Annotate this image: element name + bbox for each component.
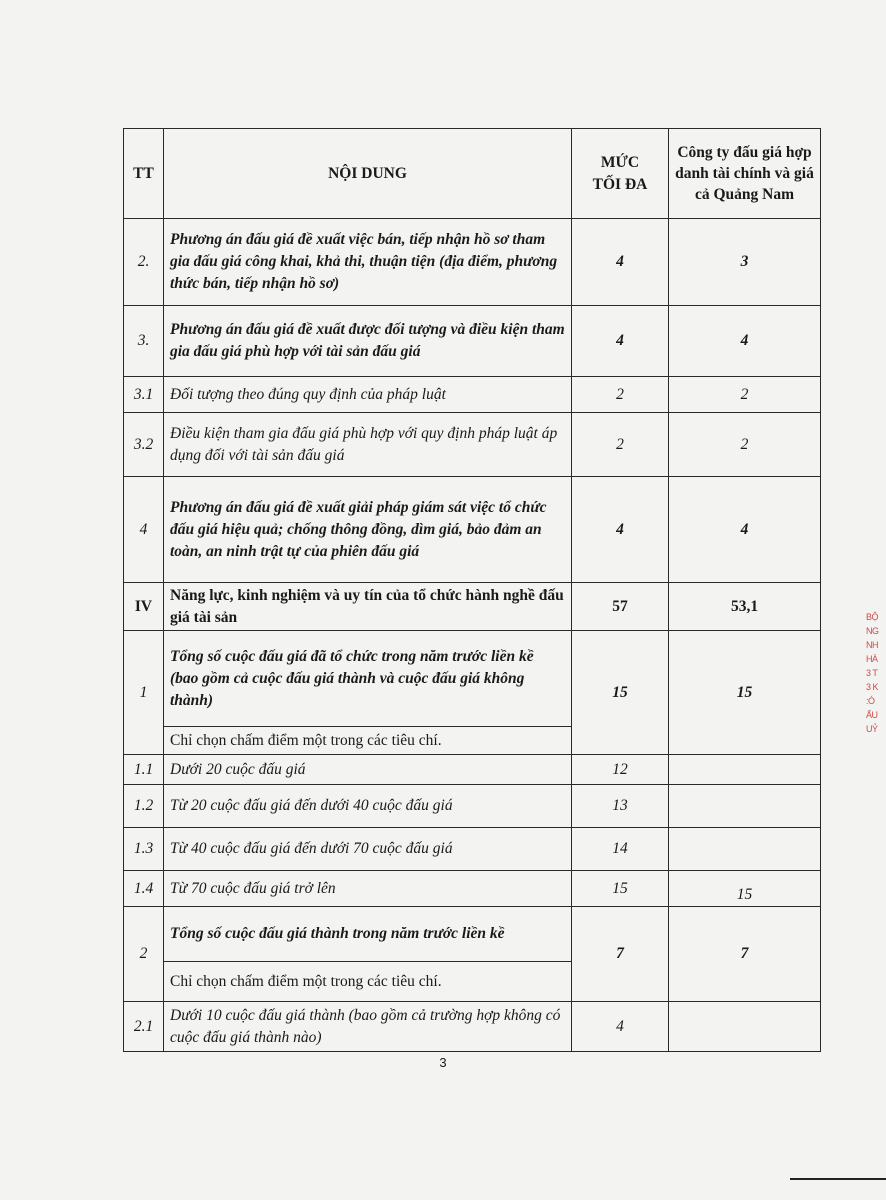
table-row <box>124 828 821 871</box>
table-row <box>124 907 821 962</box>
row-tt: 3. <box>124 306 164 377</box>
row-tt: 1.4 <box>124 871 164 907</box>
row-content: Đối tượng theo đúng quy định của pháp luật <box>164 377 572 413</box>
row-score <box>669 785 821 828</box>
table-row <box>124 306 821 377</box>
table-row <box>124 1002 821 1052</box>
row-content: Điều kiện tham gia đấu giá phù hợp với quy định pháp luật áp dụng đối với tài sản đấu giá <box>164 413 572 477</box>
row-score: 53,1 <box>669 583 821 631</box>
row-max: 57 <box>572 583 669 631</box>
table-header-row <box>124 129 821 219</box>
table-row <box>124 413 821 477</box>
row-content: Tổng số cuộc đấu giá thành trong năm trước liền kề <box>164 907 572 962</box>
row-max: 4 <box>572 306 669 377</box>
row-tt: 1.2 <box>124 785 164 828</box>
row-max: 14 <box>572 828 669 871</box>
table-row-section <box>124 583 821 631</box>
row-score: 15 <box>669 631 821 755</box>
row-max: 7 <box>572 907 669 1002</box>
row-score: 15 <box>669 871 821 907</box>
row-score: 4 <box>669 477 821 583</box>
scan-edge-line <box>790 1178 886 1180</box>
page-number: 3 <box>439 1055 447 1070</box>
row-score: 4 <box>669 306 821 377</box>
row-content: Từ 20 cuộc đấu giá đến dưới 40 cuộc đấu giá <box>164 785 572 828</box>
header-tt: TT <box>124 129 164 219</box>
row-tt: 3.2 <box>124 413 164 477</box>
row-content: Dưới 10 cuộc đấu giá thành (bao gồm cả trường hợp không có cuộc đấu giá thành nào) <box>164 1002 572 1052</box>
header-company: Công ty đấu giá hợp danh tài chính và giá cả Quảng Nam <box>669 129 821 219</box>
table-row <box>124 755 821 785</box>
row-content: Phương án đấu giá đề xuất việc bán, tiếp nhận hồ sơ tham gia đấu giá công khai, khả thi, thuận tiện (địa điểm, phương thức bán, tiếp nhận hồ sơ) <box>164 219 572 306</box>
row-note: Chỉ chọn chấm điểm một trong các tiêu chí. <box>164 727 572 755</box>
table-row <box>124 785 821 828</box>
row-score <box>669 1002 821 1052</box>
row-score: 7 <box>669 907 821 1002</box>
table-row <box>124 631 821 727</box>
row-score: 2 <box>669 377 821 413</box>
row-max: 2 <box>572 413 669 477</box>
row-max: 15 <box>572 871 669 907</box>
table-row <box>124 377 821 413</box>
row-note: Chỉ chọn chấm điểm một trong các tiêu chí. <box>164 962 572 1002</box>
row-max: 13 <box>572 785 669 828</box>
row-tt: 2.1 <box>124 1002 164 1052</box>
table-row <box>124 871 821 907</box>
row-max: 4 <box>572 477 669 583</box>
row-content: Phương án đấu giá đề xuất được đối tượng và điều kiện tham gia đấu giá phù hợp với tài sản đấu giá <box>164 306 572 377</box>
table-row <box>124 477 821 583</box>
row-tt: 1 <box>124 631 164 755</box>
row-max: 2 <box>572 377 669 413</box>
row-score: 3 <box>669 219 821 306</box>
stamp-edge-fragment: BỘ NG NH HÀ 3 T 3 K :Ó ẤU UỶ <box>866 612 879 734</box>
row-max: 15 <box>572 631 669 755</box>
row-tt: 2 <box>124 907 164 1002</box>
row-content: Dưới 20 cuộc đấu giá <box>164 755 572 785</box>
row-tt: 1.1 <box>124 755 164 785</box>
row-max: 12 <box>572 755 669 785</box>
row-tt: 2. <box>124 219 164 306</box>
row-content: Từ 40 cuộc đấu giá đến dưới 70 cuộc đấu giá <box>164 828 572 871</box>
row-tt: 1.3 <box>124 828 164 871</box>
row-content: Từ 70 cuộc đấu giá trở lên <box>164 871 572 907</box>
row-score: 2 <box>669 413 821 477</box>
row-content: Phương án đấu giá đề xuất giải pháp giám sát việc tổ chức đấu giá hiệu quả; chống thông đồng, dìm giá, bảo đảm an toàn, an ninh trật tự của phiên đấu giá <box>164 477 572 583</box>
row-content: Năng lực, kinh nghiệm và uy tín của tổ chức hành nghề đấu giá tài sản <box>164 583 572 631</box>
row-score <box>669 755 821 785</box>
row-tt: 3.1 <box>124 377 164 413</box>
row-content: Tổng số cuộc đấu giá đã tổ chức trong năm trước liền kề (bao gồm cả cuộc đấu giá thành và cuộc đấu giá không thành) <box>164 631 572 727</box>
header-max: MỨC TỐI ĐA <box>572 129 669 219</box>
header-content: NỘI DUNG <box>164 129 572 219</box>
scoring-table <box>123 128 821 1052</box>
row-max: 4 <box>572 1002 669 1052</box>
row-tt: IV <box>124 583 164 631</box>
table-row <box>124 219 821 306</box>
row-max: 4 <box>572 219 669 306</box>
row-tt: 4 <box>124 477 164 583</box>
row-score <box>669 828 821 871</box>
